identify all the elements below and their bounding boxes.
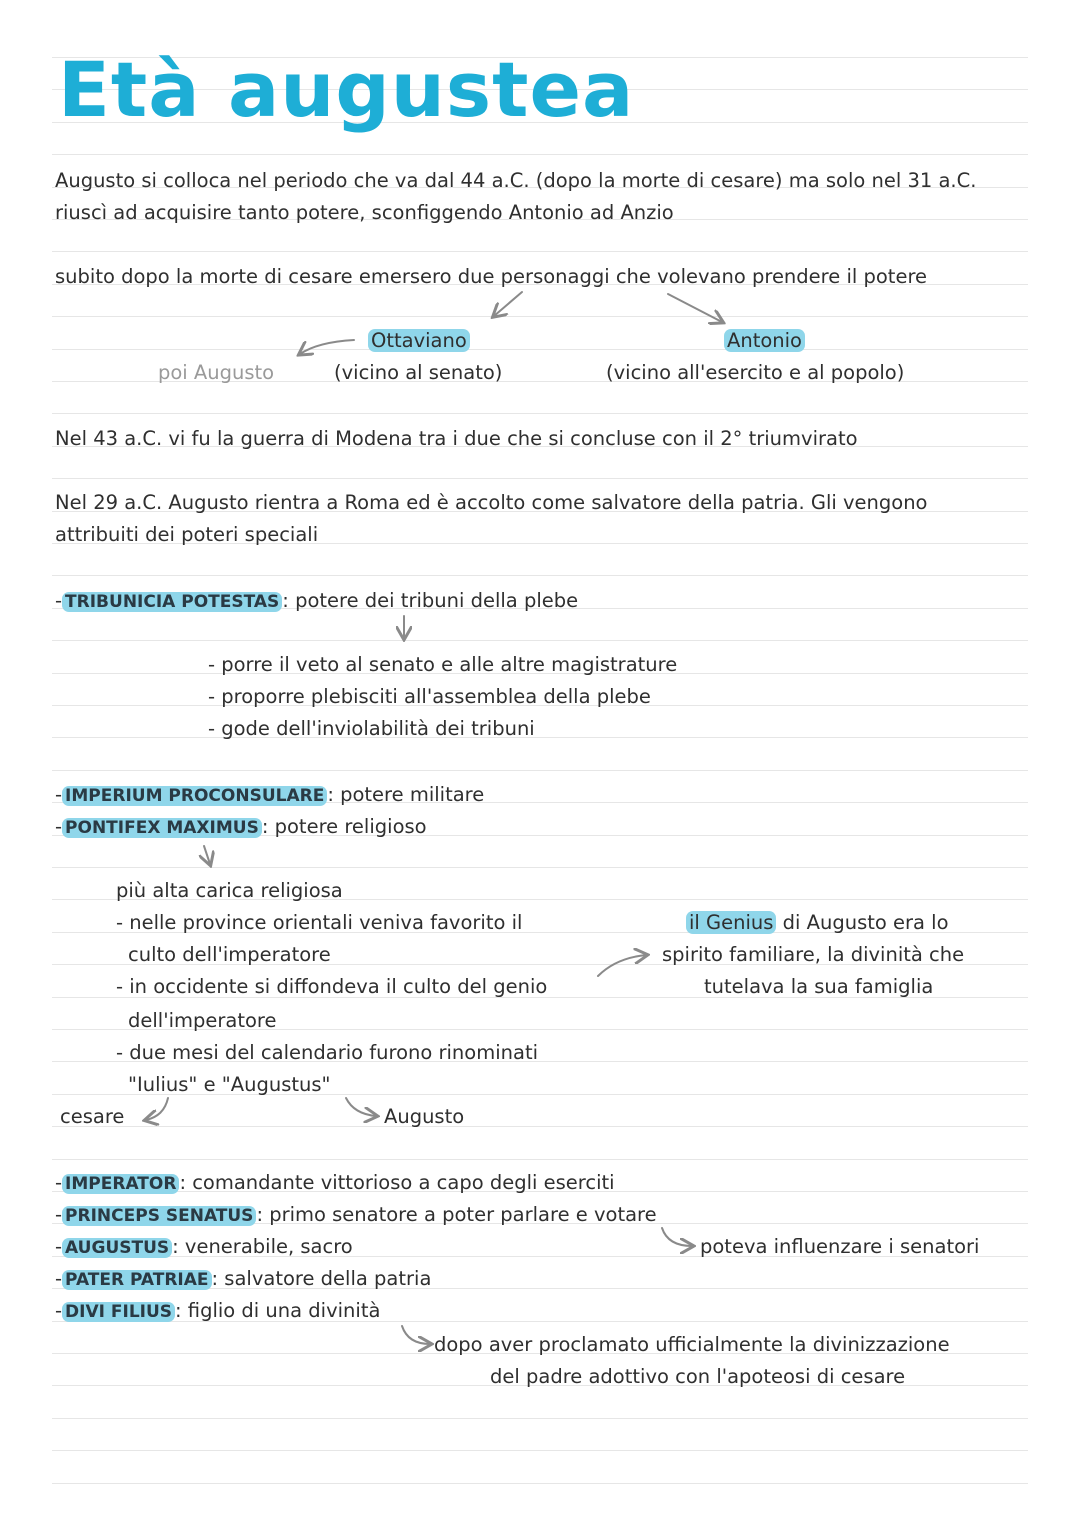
return-line-2: attribuiti dei poteri speciali — [55, 523, 319, 546]
imperium-term: IMPERIUM PROCONSULARE — [62, 786, 327, 806]
pontifex-line: - due mesi del calendario furono rinominati — [116, 1041, 539, 1064]
arrow-to-cesare — [146, 1098, 168, 1120]
pontifex-line: culto dell'imperatore — [128, 943, 331, 966]
pontifex-line: - in occidente si diffondeva il culto del genio — [116, 975, 548, 998]
arrow-to-augusto — [346, 1098, 376, 1116]
augustus-term: AUGUSTUS — [62, 1238, 172, 1258]
arrow-to-antonio — [668, 294, 722, 322]
ottaviano-name: Ottaviano — [368, 329, 470, 352]
arrow-to-divi-note — [402, 1326, 430, 1344]
tribunicia-def: : potere dei tribuni della plebe — [282, 589, 579, 612]
return-line-1: Nel 29 a.C. Augusto rientra a Roma ed è accolto come salvatore della patria. Gli vengono — [55, 491, 928, 514]
princeps-term: PRINCEPS SENATUS — [62, 1206, 256, 1226]
title-row-princeps: - PRINCEPS SENATUS : primo senatore a poter parlare e votare — [55, 1203, 657, 1226]
tribunicia-item: - gode dell'inviolabilità dei tribuni — [208, 717, 535, 740]
pontifex-line: "Iulius" e "Augustus" — [128, 1073, 331, 1096]
poi-augusto: poi Augusto — [158, 361, 275, 384]
pontifex-row: - PONTIFEX MAXIMUS : potere religioso — [55, 815, 427, 838]
page-title: Età augustea — [58, 45, 635, 134]
pontifex-def: : potere religioso — [261, 815, 427, 838]
title-row-augustus: - AUGUSTUS : venerabile, sacro — [55, 1235, 353, 1258]
tribunicia-item: - proporre plebisciti all'assemblea della plebe — [208, 685, 651, 708]
ottaviano-note: (vicino al senato) — [334, 361, 503, 384]
pater-term: PATER PATRIAE — [62, 1270, 211, 1290]
successors-lead: subito dopo la morte di cesare emersero due personaggi che volevano prendere il potere — [55, 265, 928, 288]
title-row-divi: - DIVI FILIUS : figlio di una divinità — [55, 1299, 381, 1322]
pontifex-line: - nelle province orientali veniva favorito il — [116, 911, 523, 934]
month-augusto: Augusto — [384, 1105, 465, 1128]
intro-line-1: Augusto si colloca nel periodo che va dal 44 a.C. (dopo la morte di cesare) ma solo nel 31 a.C. — [55, 169, 977, 192]
pater-def: : salvatore della patria — [211, 1267, 432, 1290]
modena-line: Nel 43 a.C. vi fu la guerra di Modena tra i due che si concluse con il 2° triumvirato — [55, 427, 858, 450]
imperator-term: IMPERATOR — [62, 1174, 179, 1194]
antonio-name: Antonio — [724, 329, 805, 352]
title-row-pater: - PATER PATRIAE : salvatore della patria — [55, 1267, 432, 1290]
genius-term: il Genius — [686, 911, 776, 934]
month-cesare: cesare — [60, 1105, 125, 1128]
divi-note-2: del padre adottivo con l'apoteosi di cesare — [490, 1365, 906, 1388]
arrow-to-poi-augusto — [300, 340, 354, 354]
arrow-to-princeps-note — [662, 1228, 692, 1246]
divi-def: : figlio di una divinità — [175, 1299, 381, 1322]
tribunicia-row: - TRIBUNICIA POTESTAS : potere dei tribuni della plebe — [55, 589, 579, 612]
pontifex-head: più alta carica religiosa — [116, 879, 343, 902]
imperium-row: - IMPERIUM PROCONSULARE : potere militare — [55, 783, 485, 806]
arrow-pontifex-down — [204, 846, 210, 864]
pontifex-line: dell'imperatore — [128, 1009, 277, 1032]
title-row-imperator: - IMPERATOR : comandante vittorioso a capo degli eserciti — [55, 1171, 615, 1194]
genius-line-3: tutelava la sua famiglia — [704, 975, 934, 998]
princeps-note: poteva influenzare i senatori — [700, 1235, 980, 1258]
divi-note-1: dopo aver proclamato ufficialmente la divinizzazione — [434, 1333, 950, 1356]
arrow-to-genius — [598, 955, 646, 976]
tribunicia-item: - porre il veto al senato e alle altre magistrature — [208, 653, 678, 676]
arrow-to-ottaviano — [494, 292, 522, 316]
princeps-def: : primo senatore a poter parlare e votare — [256, 1203, 657, 1226]
divi-term: DIVI FILIUS — [62, 1302, 175, 1322]
genius-rest: di Augusto era lo — [776, 911, 949, 934]
imperator-def: : comandante vittorioso a capo degli eserciti — [179, 1171, 615, 1194]
augustus-def: : venerabile, sacro — [172, 1235, 353, 1258]
imperium-def: : potere militare — [327, 783, 485, 806]
antonio-note: (vicino all'esercito e al popolo) — [606, 361, 905, 384]
intro-line-2: riuscì ad acquisire tanto potere, sconfiggendo Antonio ad Anzio — [55, 201, 674, 224]
genius-line-2: spirito familiare, la divinità che — [662, 943, 965, 966]
tribunicia-term: TRIBUNICIA POTESTAS — [62, 592, 282, 612]
pontifex-term: PONTIFEX MAXIMUS — [62, 818, 262, 838]
